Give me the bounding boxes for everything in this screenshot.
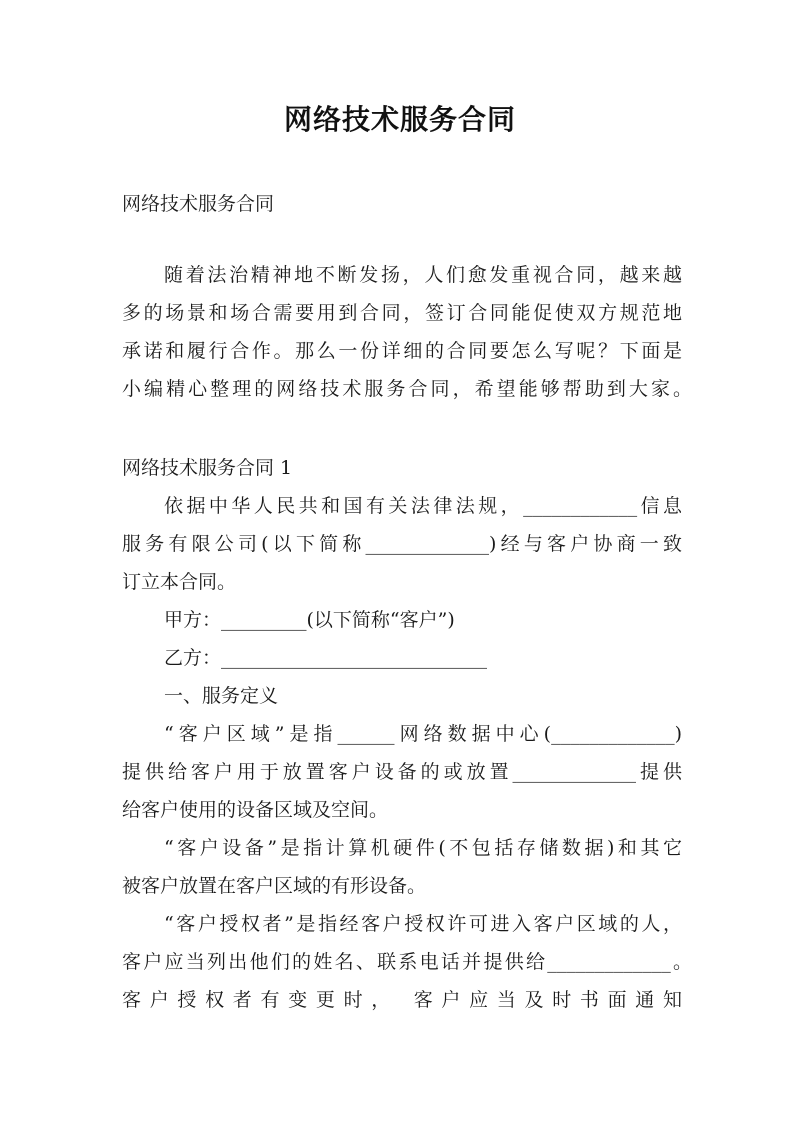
body-line-1: 依据中华人民共和国有关法律法规，____________信息	[164, 495, 682, 517]
section-title: 网络技术服务合同 1	[122, 457, 293, 479]
body-line-14: 客户授权者有变更时， 客户应当及时书面通知	[122, 989, 682, 1011]
body-line-9: 给客户使用的设备区域及空间。	[122, 799, 389, 821]
intro-line-4: 小编精心整理的网络技术服务合同，希望能够帮助到大家。	[122, 378, 692, 400]
body-line-2: 服务有限公司(以下简称_____________)经与客户协商一致	[122, 533, 682, 555]
intro-line-2: 多的场景和场合需要用到合同，签订合同能促使双方规范地	[122, 302, 682, 324]
intro-line-1: 随着法治精神地不断发扬，人们愈发重视合同，越来越	[164, 264, 682, 286]
party-a-line: 甲方：_________(以下简称“客户”)	[164, 609, 455, 631]
intro-line-3: 承诺和履行合作。那么一份详细的合同要怎么写呢？下面是	[122, 340, 682, 362]
body-line-8: 提供给客户用于放置客户设备的或放置_____________提供	[122, 761, 682, 783]
clause-heading: 一、服务定义	[164, 685, 279, 707]
body-line-12: “客户授权者”是指经客户授权许可进入客户区域的人，	[164, 913, 682, 935]
party-b-line: 乙方：____________________________	[164, 647, 488, 669]
body-line-11: 被客户放置在客户区域的有形设备。	[122, 875, 427, 897]
body-line-7: “客户区域”是指______网络数据中心(_____________)	[164, 723, 682, 745]
document-subtitle: 网络技术服务合同	[122, 193, 275, 215]
body-line-13: 客户应当列出他们的姓名、联系电话并提供给_____________。	[122, 951, 692, 973]
body-line-3: 订立本合同。	[122, 571, 237, 593]
document-title: 网络技术服务合同	[283, 103, 516, 136]
body-line-10: “客户设备”是指计算机硬件(不包括存储数据)和其它	[164, 837, 682, 859]
